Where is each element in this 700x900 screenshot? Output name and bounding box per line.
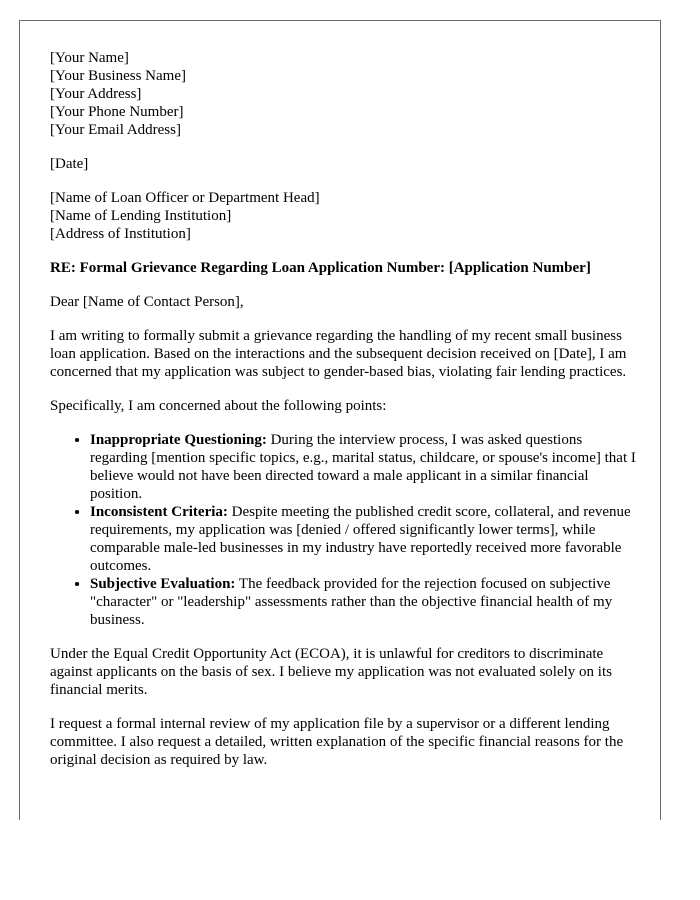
- point-term: Inconsistent Criteria:: [90, 504, 228, 520]
- sender-address: [Your Address]: [50, 86, 142, 102]
- sender-name: [Your Name]: [50, 50, 129, 66]
- salutation: Dear [Name of Contact Person],: [50, 294, 244, 310]
- points-intro-paragraph: Specifically, I am concerned about the following points:: [50, 398, 387, 414]
- list-item: [90, 431, 640, 503]
- letter-date: [Date]: [50, 156, 89, 172]
- sender-block: [50, 49, 640, 139]
- grievance-points-list: [50, 431, 640, 629]
- point-text: During the interview process, I was asked questions regarding [mention specific topics, e.g., marital status, childcare, or spouse's income] that I believe would not have been directed toward a male applicant in a similar financial position.: [90, 432, 636, 502]
- list-item: [90, 503, 640, 575]
- sender-phone: [Your Phone Number]: [50, 104, 184, 120]
- intro-paragraph: I am writing to formally submit a grievance regarding the handling of my recent small business loan application. Based on the interactions and the subsequent decision received on [Date], I am concerned that my application was subject to gender-based bias, violating fair lending practices.: [50, 328, 627, 380]
- point-text: Despite meeting the published credit score, collateral, and revenue requirements, my application was [denied / offered significantly lower terms], while comparable male-led businesses in my industry have reportedly received more favorable outcomes.: [90, 504, 631, 574]
- point-text: The feedback provided for the rejection focused on subjective "character" or "leadership" assessments rather than the objective financial health of my business.: [90, 576, 613, 628]
- sender-email: [Your Email Address]: [50, 122, 181, 138]
- point-term: Subjective Evaluation:: [90, 576, 236, 592]
- date-block: [50, 155, 640, 173]
- recipient-address: [Address of Institution]: [50, 226, 191, 242]
- ecoa-paragraph: Under the Equal Credit Opportunity Act (ECOA), it is unlawful for creditors to discriminate against applicants on the basis of sex. I believe my application was not evaluated solely on its financial merits.: [50, 646, 612, 698]
- letter-page: [19, 20, 661, 820]
- point-term: Inappropriate Questioning:: [90, 432, 267, 448]
- list-item: [90, 575, 640, 629]
- recipient-officer: [Name of Loan Officer or Department Head]: [50, 190, 320, 206]
- letter-content: [50, 49, 640, 785]
- recipient-institution: [Name of Lending Institution]: [50, 208, 232, 224]
- recipient-block: [50, 189, 640, 243]
- subject-line: RE: Formal Grievance Regarding Loan Application Number: [Application Number]: [50, 260, 591, 276]
- sender-business-name: [Your Business Name]: [50, 68, 186, 84]
- request-paragraph: I request a formal internal review of my application file by a supervisor or a different lending committee. I also request a detailed, written explanation of the specific financial reasons for the original decision as required by law.: [50, 716, 624, 768]
